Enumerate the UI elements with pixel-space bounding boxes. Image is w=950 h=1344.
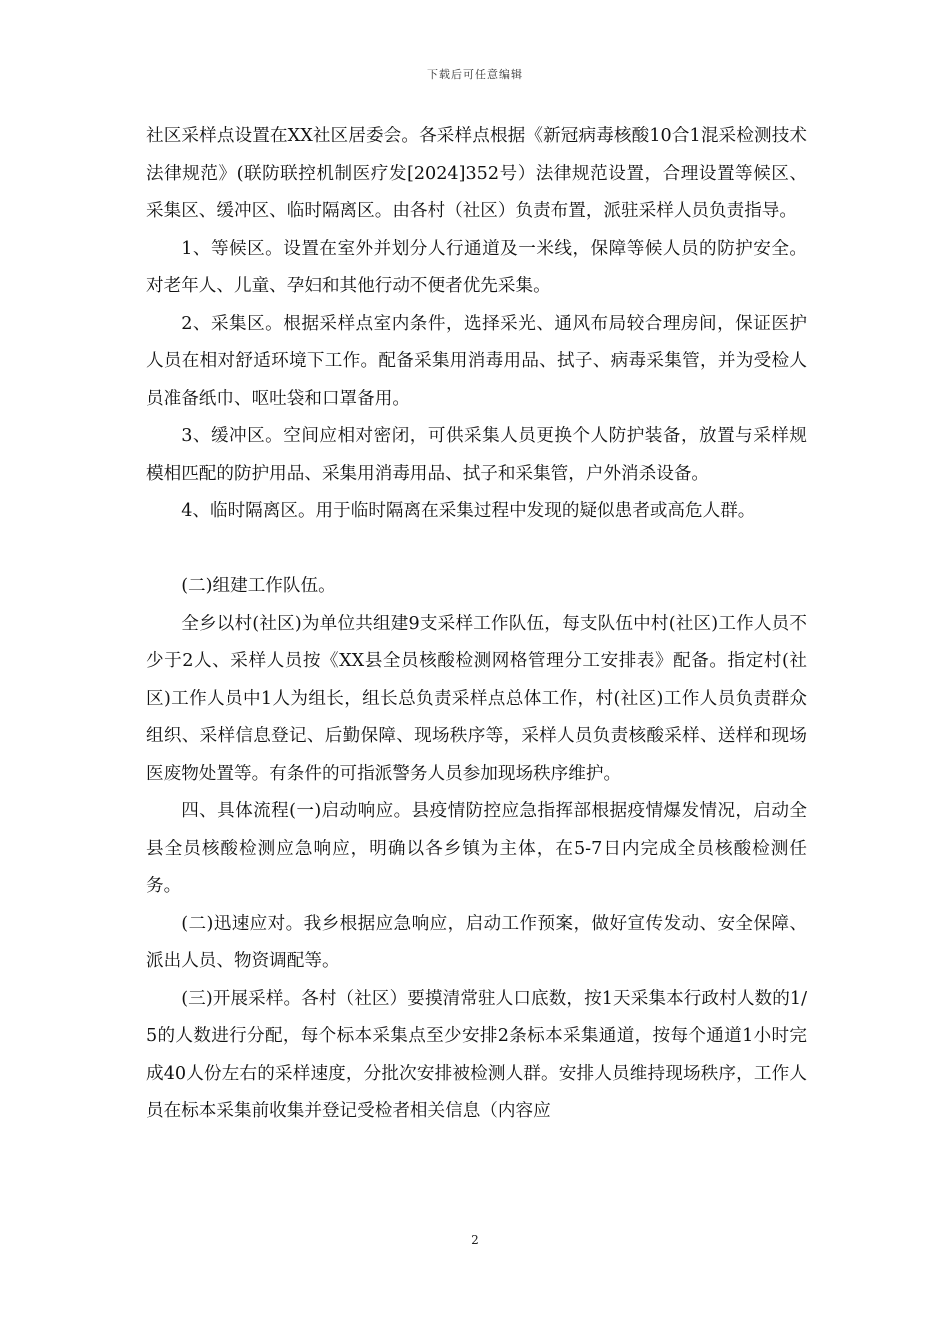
paragraph-rapid-response: (二)迅速应对。我乡根据应急响应，启动工作预案，做好宣传发动、安全保障、派出人员、物资调配等。: [146, 913, 807, 971]
paragraph-buffer-area: 3、缓冲区。空间应相对密闭，可供采集人员更换个人防护装备，放置与采样规模相匹配的防护用品、采集用消毒用品、拭子和采集管，户外消杀设备。: [146, 426, 807, 484]
document-body: [146, 118, 807, 1131]
page-number: 2: [471, 1233, 479, 1247]
paragraph-team-formation: 全乡以村(社区)为单位共组建9支采样工作队伍，每支队伍中村(社区)工作人员不少于2人、采样人员按《XX县全员核酸检测网格管理分工安排表》配备。指定村(社区)工作人员中1人为组长，组长总负责采样点总体工作，村(社区)工作人员负责群众组织、采样信息登记、后勤保障、现场秩序等，采样人员负责核酸采样、送样和现场医废物处置等。有条件的可指派警务人员参加现场秩序维护。: [146, 613, 807, 784]
paragraph-waiting-area: 1、等候区。设置在室外并划分人行通道及一米线，保障等候人员的防护安全。对老年人、儿童、孕妇和其他行动不便者优先采集。: [146, 238, 807, 296]
paragraph-isolation-area: 4、临时隔离区。用于临时隔离在采集过程中发现的疑似患者或高危人群。: [181, 501, 756, 521]
page-header: 下载后可任意编辑: [427, 68, 523, 81]
paragraph-sampling: (三)开展采样。各村（社区）要摸清常驻人口底数，按1天采集本行政村人数的1/5的人数进行分配，每个标本采集点至少安排2条标本采集通道，按每个通道1小时完成40人份左右的采样速度，分批次安排被检测人群。安排人员维持现场秩序，工作人员在标本采集前收集并登记受检者相关信息（内容应: [146, 988, 807, 1121]
paragraph-spacer: [146, 531, 807, 569]
section-heading-team: (二)组建工作队伍。: [181, 576, 336, 596]
paragraph-procedure-start: 四、具体流程(一)启动响应。县疫情防控应急指挥部根据疫情爆发情况，启动全县全员核酸检测应急响应，明确以各乡镇为主体，在5-7日内完成全员核酸检测任务。: [146, 801, 807, 896]
paragraph-collection-area: 2、采集区。根据采样点室内条件，选择采光、通风布局较合理房间，保证医护人员在相对舒适环境下工作。配备采集用消毒用品、拭子、病毒采集管，并为受检人员准备纸巾、呕吐袋和口罩备用。: [146, 313, 807, 409]
paragraph-sampling-site: 社区采样点设置在XX社区居委会。各采样点根据《新冠病毒核酸10合1混采检测技术法律规范》(联防联控机制医疗发[2024]352号）法律规范设置，合理设置等候区、采集区、缓冲区、临时隔离区。由各村（社区）负责布置，派驻采样人员负责指导。: [146, 126, 807, 221]
